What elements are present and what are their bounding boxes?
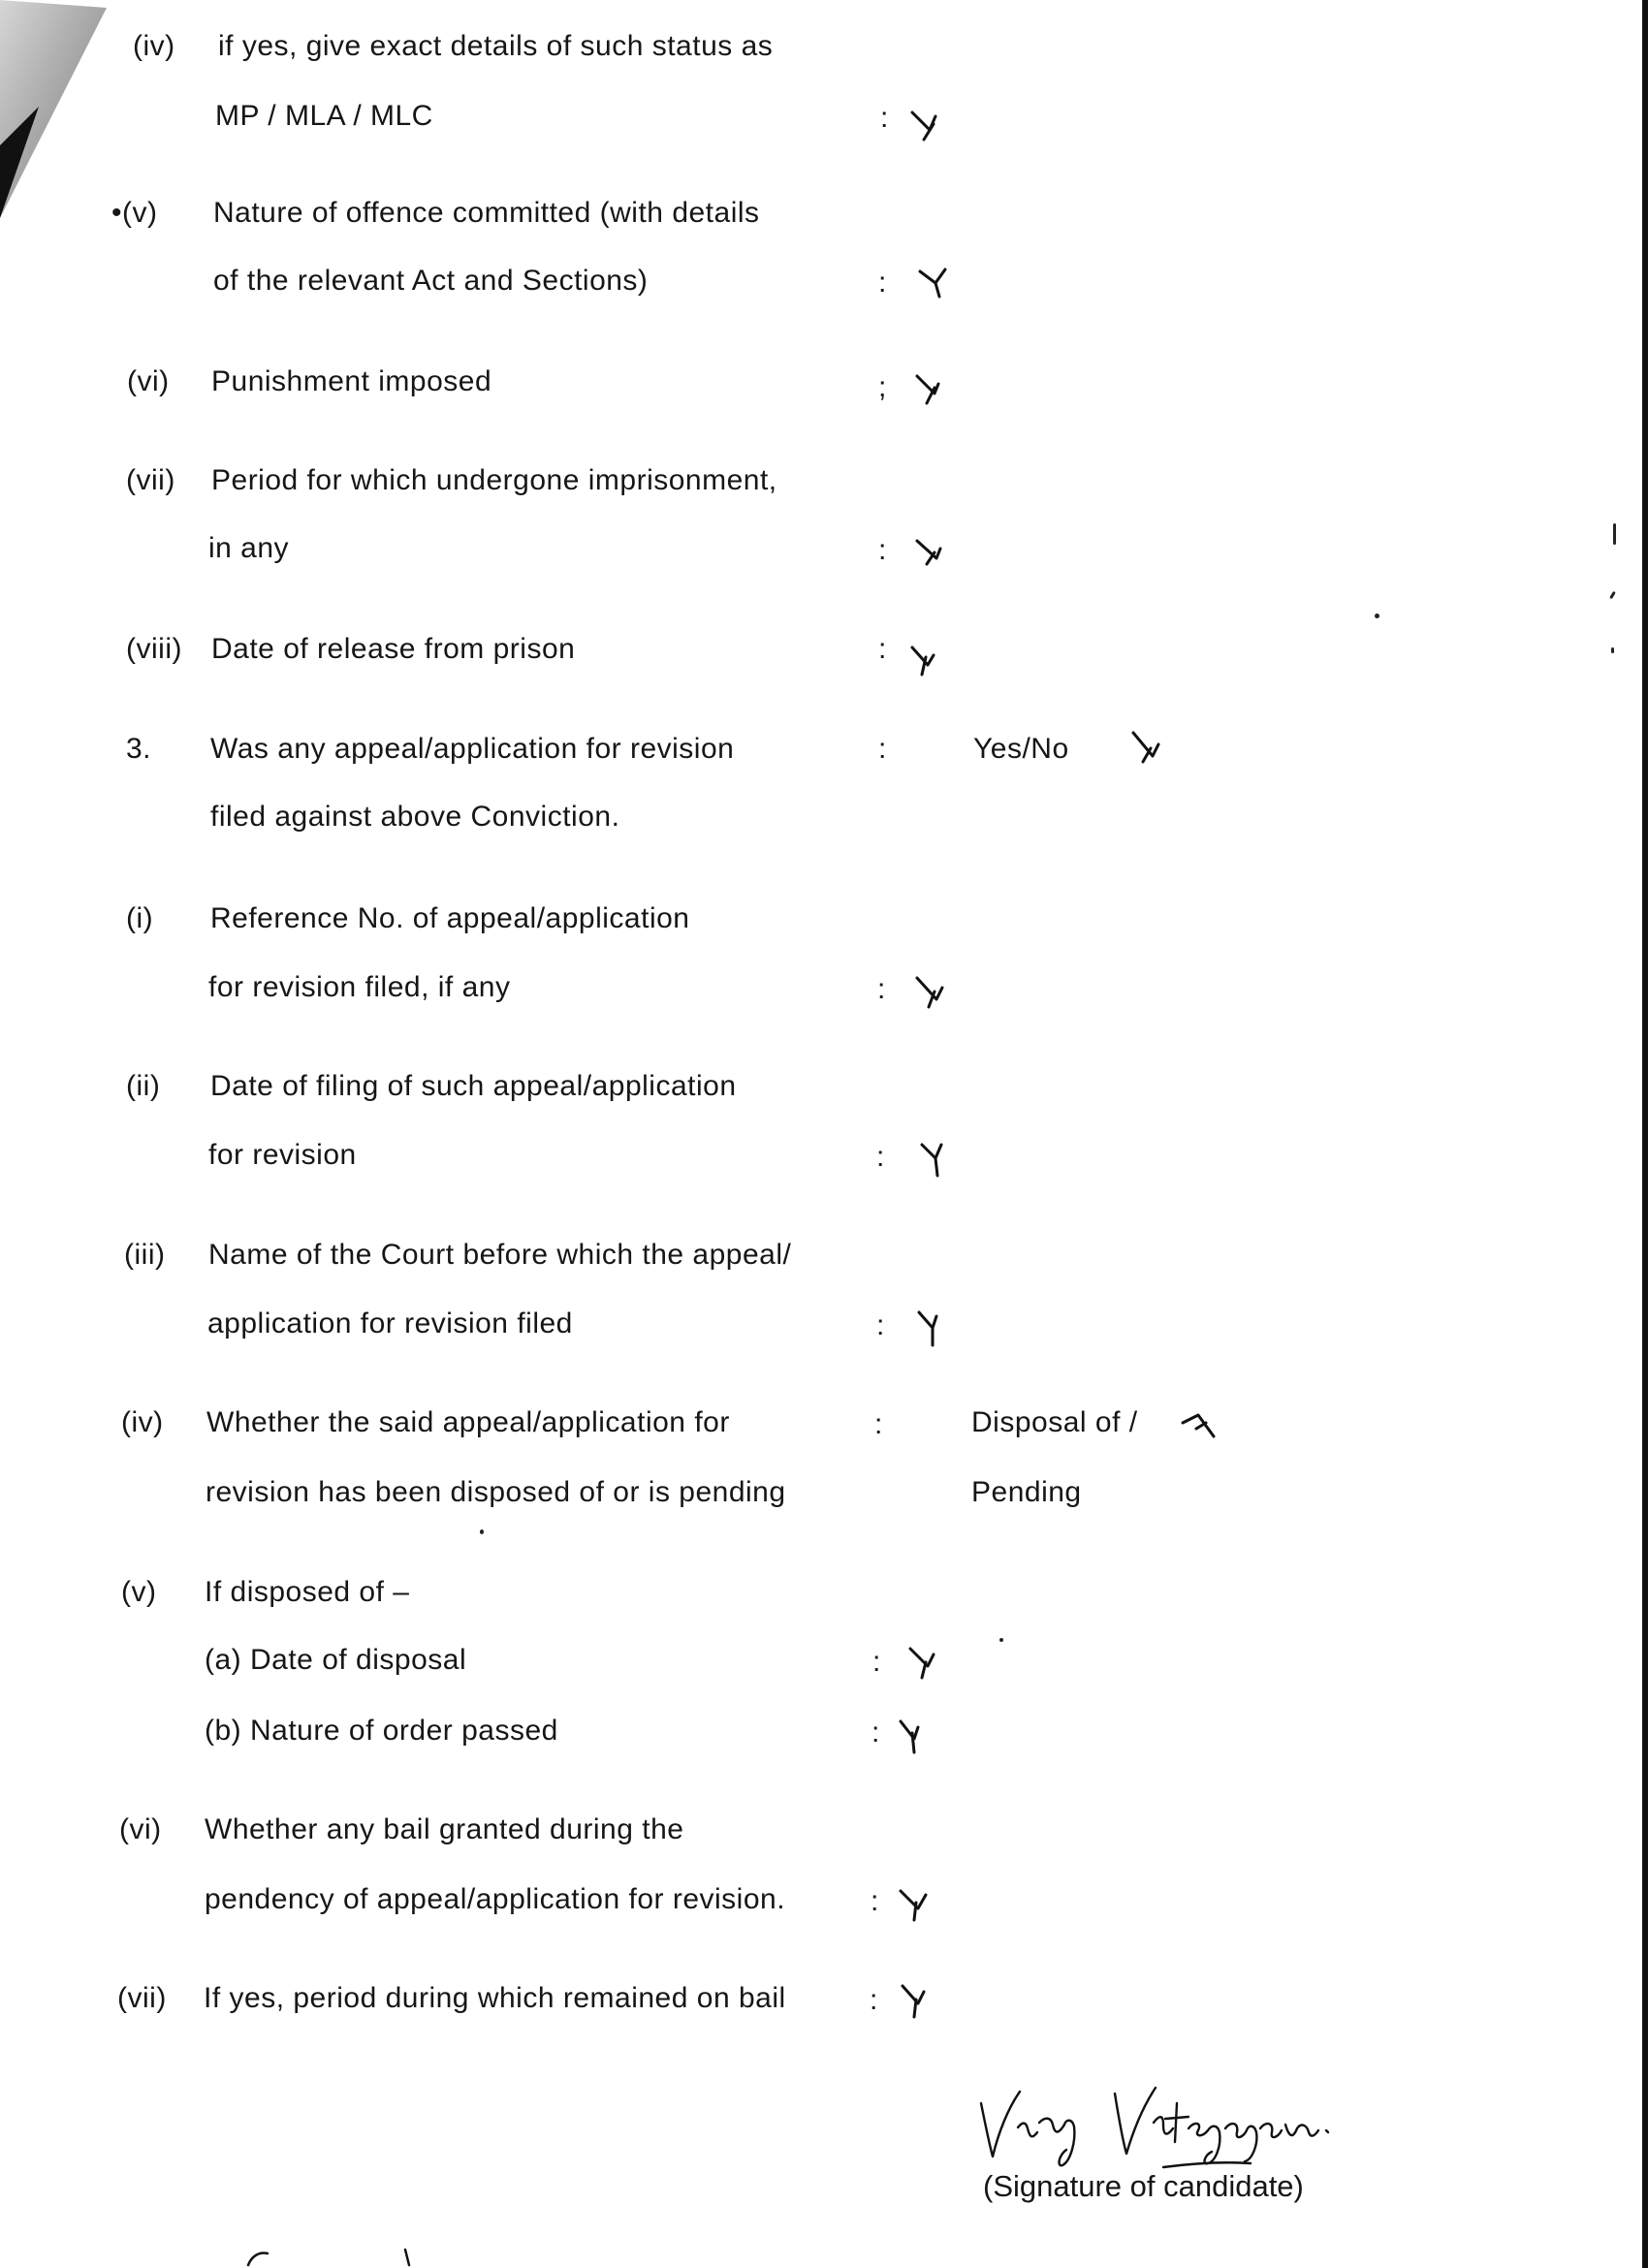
question-text: Date of filing of such appeal/application (210, 1070, 737, 1102)
cross-tick-mark-icon (913, 535, 952, 574)
question-text: Whether any bail granted during the (205, 1813, 684, 1845)
answer-yes-no: Yes/No (973, 733, 1069, 765)
cross-tick-mark-icon (897, 1885, 935, 1924)
item-number: (iv) (133, 30, 175, 62)
question-text: if yes, give exact details of such status as (218, 30, 774, 62)
question-text: Date of release from prison (211, 633, 576, 665)
question-text: Punishment imposed (211, 365, 492, 397)
partial-signature (233, 2244, 465, 2268)
scan-speck (1609, 591, 1616, 599)
cross-tick-mark-icon (916, 264, 955, 302)
item-number: (viii) (126, 633, 182, 665)
colon: : (871, 1885, 879, 1917)
scan-speck (1375, 614, 1379, 618)
scan-corner-shadow (0, 0, 116, 223)
colon: : (872, 1717, 880, 1748)
colon: : (878, 733, 887, 765)
sub-question-text: (a) Date of disposal (205, 1644, 467, 1676)
cross-tick-mark-icon (906, 1643, 945, 1682)
scan-speck (480, 1529, 484, 1534)
question-text: If disposed of – (205, 1576, 410, 1608)
colon: : (878, 633, 887, 665)
sub-question-text: (b) Nature of order passed (205, 1715, 558, 1747)
question-text: application for revision filed (207, 1307, 573, 1339)
scan-speck (999, 1638, 1003, 1642)
item-number: (iv) (121, 1406, 164, 1438)
cross-tick-mark-icon (916, 1139, 955, 1178)
colon: : (872, 1646, 881, 1678)
question-text: for revision filed, if any (208, 971, 511, 1003)
question-text: Nature of offence committed (with details (213, 197, 760, 229)
cross-tick-mark-icon (913, 370, 952, 409)
item-number: (iii) (124, 1239, 166, 1271)
colon: : (874, 1408, 883, 1440)
question-text: filed against above Conviction. (210, 801, 620, 833)
colon: : (870, 1984, 878, 2016)
answer-option: Disposal of / (971, 1406, 1138, 1438)
item-number: (vii) (117, 1982, 167, 2014)
question-text: Was any appeal/application for revision (210, 733, 735, 765)
cross-tick-mark-icon (913, 974, 952, 1013)
item-number: •(v) (111, 197, 158, 229)
scan-right-edge (1642, 0, 1648, 2268)
signature-caption: (Signature of candidate) (983, 2169, 1304, 2203)
question-text: pendency of appeal/application for revision. (205, 1883, 786, 1915)
question-text: for revision (208, 1139, 357, 1171)
question-text: Name of the Court before which the appeal/ (208, 1239, 792, 1271)
question-text: Whether the said appeal/application for (206, 1406, 730, 1438)
cross-tick-mark-icon (897, 1717, 935, 1756)
item-number: (vi) (127, 365, 170, 397)
cross-tick-mark-icon (906, 640, 945, 678)
question-text: MP / MLA / MLC (215, 100, 433, 132)
question-text: Reference No. of appeal/application (210, 902, 690, 934)
question-text: in any (208, 532, 290, 564)
colon: : (878, 534, 887, 566)
cross-tick-mark-icon (908, 105, 947, 143)
item-number: (vii) (126, 464, 175, 496)
answer-option: Pending (971, 1476, 1082, 1508)
cross-tick-mark-icon (1181, 1411, 1220, 1450)
colon: : (880, 102, 889, 134)
cross-tick-mark-icon (913, 1308, 952, 1347)
colon: : (878, 267, 887, 299)
question-text: revision has been disposed of or is pending (206, 1476, 786, 1508)
item-number: (ii) (126, 1070, 161, 1102)
item-number: 3. (126, 733, 152, 765)
scan-speck (1613, 523, 1616, 545)
item-number: (i) (126, 902, 154, 934)
colon: : (876, 1141, 885, 1173)
item-number: (vi) (119, 1813, 162, 1845)
handwritten-signature (969, 2074, 1396, 2171)
question-text: Period for which undergone imprisonment, (211, 464, 777, 496)
colon: : (876, 1309, 885, 1341)
item-number: (v) (121, 1576, 157, 1608)
question-text: of the relevant Act and Sections) (213, 265, 649, 297)
cross-tick-mark-icon (897, 1982, 935, 2021)
question-text: If yes, period during which remained on bail (204, 1982, 786, 2014)
cross-tick-mark-icon (1129, 729, 1168, 768)
colon: : (877, 973, 886, 1005)
colon: ; (878, 371, 887, 403)
scan-speck (1611, 647, 1614, 653)
